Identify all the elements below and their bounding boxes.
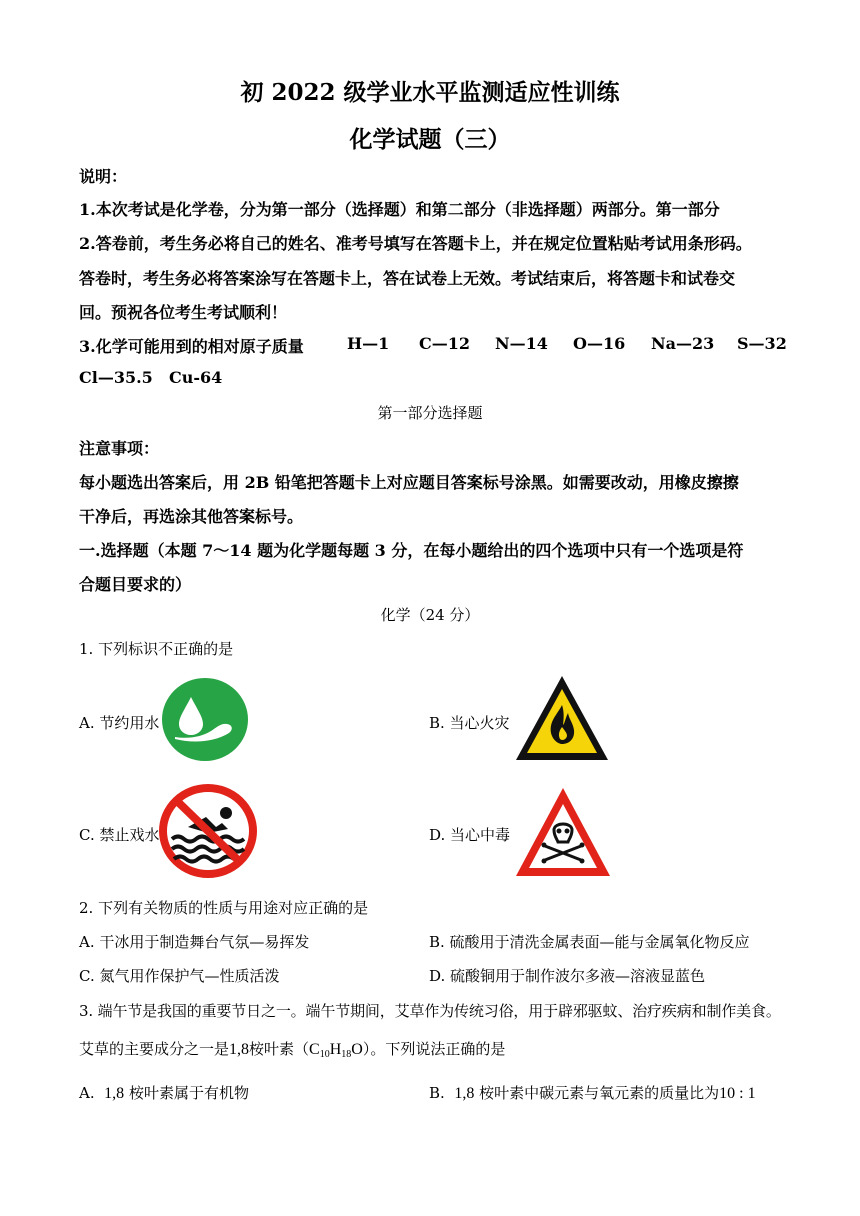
atomic-mass: O—16 [573, 334, 626, 353]
instruction-line: 1.本次考试是化学卷，分为第一部分（选择题）和第二部分（非选择题）两部分。第一部分 [79, 200, 720, 219]
option-d-text: D. 硫酸铜用于制作波尔多液—溶液显蓝色 [429, 967, 706, 985]
option-b-text: B. 1,8 桉叶素中碳元素与氧元素的质量比为10 : 1 [429, 1084, 756, 1102]
option-c-label: C. 禁止戏水 [79, 826, 160, 844]
atomic-mass: N—14 [495, 334, 548, 353]
instructions-heading: 说明： [79, 167, 128, 186]
instruction-line: 2.答卷前，考生务必将自己的姓名、准考号填写在答题卡上，并在规定位置粘贴考试用条形码。 [79, 234, 752, 253]
chemical-formula: $C_{10}H_{18}O$ [309, 1041, 363, 1060]
stem-text: 艾草的主要成分之一是 [79, 1040, 230, 1058]
part1-heading: 第一部分选择题 [377, 404, 483, 422]
notice-line: 每小题选出答案后，用 2B 铅笔把答题卡上对应题目答案标号涂黑。如需要改动，用橡皮擦擦 [79, 473, 739, 492]
section-line: 合题目要求的） [79, 575, 192, 594]
stem-text: 桉叶素（ [249, 1040, 310, 1058]
stem-text: ）。下列说法正确的是 [362, 1040, 506, 1058]
question-stem: 2. 下列有关物质的性质与用途对应正确的是 [79, 899, 369, 917]
section-line: 一.选择题（本题 7～14 题为化学题每题 3 分，在每小题给出的四个选项中只有一个选项是符 [79, 541, 744, 560]
option-a-text: A. 1,8 桉叶素属于有机物 [79, 1084, 249, 1102]
option-a-text: A. 干冰用于制造舞台气氛—易挥发 [79, 933, 310, 951]
atomic-mass: C—12 [419, 334, 470, 353]
compound-number: 1,8 [229, 1041, 250, 1058]
no-swimming-icon [158, 783, 258, 879]
atomic-mass: H—1 [347, 334, 390, 353]
question-stem: 1. 下列标识不正确的是 [79, 640, 234, 658]
atomic-mass: Cu-64 [169, 368, 223, 387]
notice-heading: 注意事项： [79, 439, 160, 458]
atomic-mass: Cl—35.5 [79, 368, 153, 387]
page-subtitle: 化学试题（三） [349, 126, 511, 153]
option-c-text: C. 氮气用作保护气—性质活泼 [79, 967, 280, 985]
question-stem: 3. 端午节是我国的重要节日之一。端午节期间，艾草作为传统习俗，用于辟邪驱蚊、治疗疾病和制作美食。 [79, 1002, 781, 1020]
instruction-line: 答卷时，考生务必将答案涂写在答题卡上，答在试卷上无效。考试结束后，将答题卡和试卷交 [79, 269, 736, 288]
instruction-line: 回。预祝各位考生考试顺利！ [79, 303, 288, 322]
atomic-mass: S—32 [737, 334, 787, 353]
notice-line: 干净后，再选涂其他答案标号。 [79, 507, 304, 526]
water-saving-icon [161, 677, 249, 762]
fire-warning-icon [513, 673, 611, 763]
option-a-label: A. 节约用水 [79, 714, 160, 732]
subject-label: 化学（24 分） [380, 606, 480, 624]
atomic-mass: Na—23 [651, 334, 715, 353]
atomic-mass-label: 3.化学可能用到的相对原子质量 [79, 337, 304, 356]
option-b-text: B. 硫酸用于清洗金属表面—能与金属氧化物反应 [429, 933, 750, 951]
page-title: 初 2022 级学业水平监测适应性训练 [240, 79, 620, 106]
poison-warning-icon [513, 784, 613, 880]
option-d-label: D. 当心中毒 [429, 826, 511, 844]
option-b-label: B. 当心火灾 [429, 714, 510, 732]
question-stem-line2 [79, 1038, 505, 1060]
